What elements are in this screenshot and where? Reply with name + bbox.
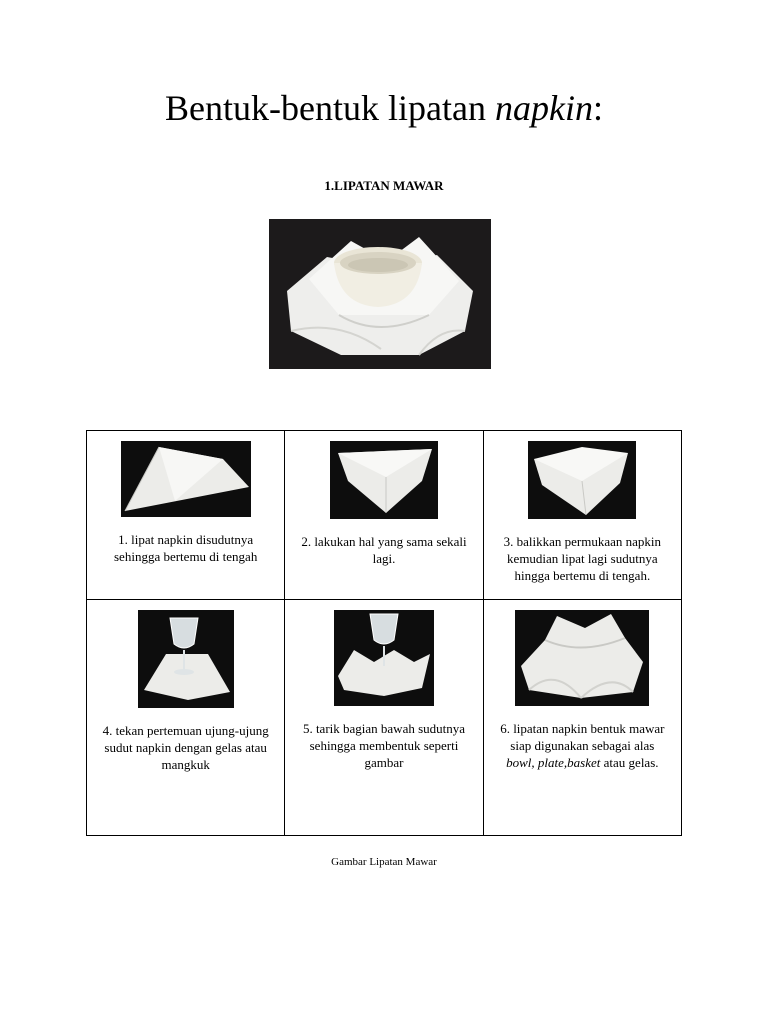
step-6-text-main: 6. lipatan napkin bentuk mawar siap digunakan sebagai alas [500,721,665,753]
step-4-text: 4. tekan pertemuan ujung-ujung sudut napkin dengan gelas atau mangkuk [102,723,269,772]
step-cell-4 [87,600,285,836]
page-title-italic: napkin [494,88,593,128]
step-cell-6 [483,600,681,836]
step-6-text-italic: bowl, plate,basket [506,755,601,770]
step-6-text-end: atau gelas. [600,755,659,770]
section-heading: 1.LIPATAN MAWAR [324,178,444,193]
page-title [0,86,768,130]
step-cell-1 [87,431,285,600]
figure-caption: Gambar Lipatan Mawar [331,856,437,868]
step-3-photo [528,441,636,519]
step-cell-3 [483,431,681,600]
step-cell-2 [285,431,483,600]
step-5-text: 5. tarik bagian bawah sudutnya sehingga membentuk seperti gambar [302,721,466,770]
step-5-photo [334,610,434,706]
rose-fold-bowl-photo [269,219,491,369]
step-4-photo [138,610,234,708]
page-title-main: Bentuk-bentuk lipatan [165,88,495,128]
step-2-text: 2. lakukan hal yang sama sekali lagi. [301,534,467,566]
step-6-text [484,720,681,771]
step-3-text: 3. balikkan permukaan napkin kemudian lipat lagi sudutnya hingga bertemu di tengah. [503,534,662,583]
step-6-photo [515,610,649,706]
step-2-photo [330,441,438,519]
step-1-text: 1. lipat napkin disudutnya sehingga bertemu di tengah [114,532,258,564]
folding-steps-table [86,430,682,836]
step-1-photo [121,441,251,517]
page-title-end: : [592,88,603,128]
step-cell-5 [285,600,483,836]
